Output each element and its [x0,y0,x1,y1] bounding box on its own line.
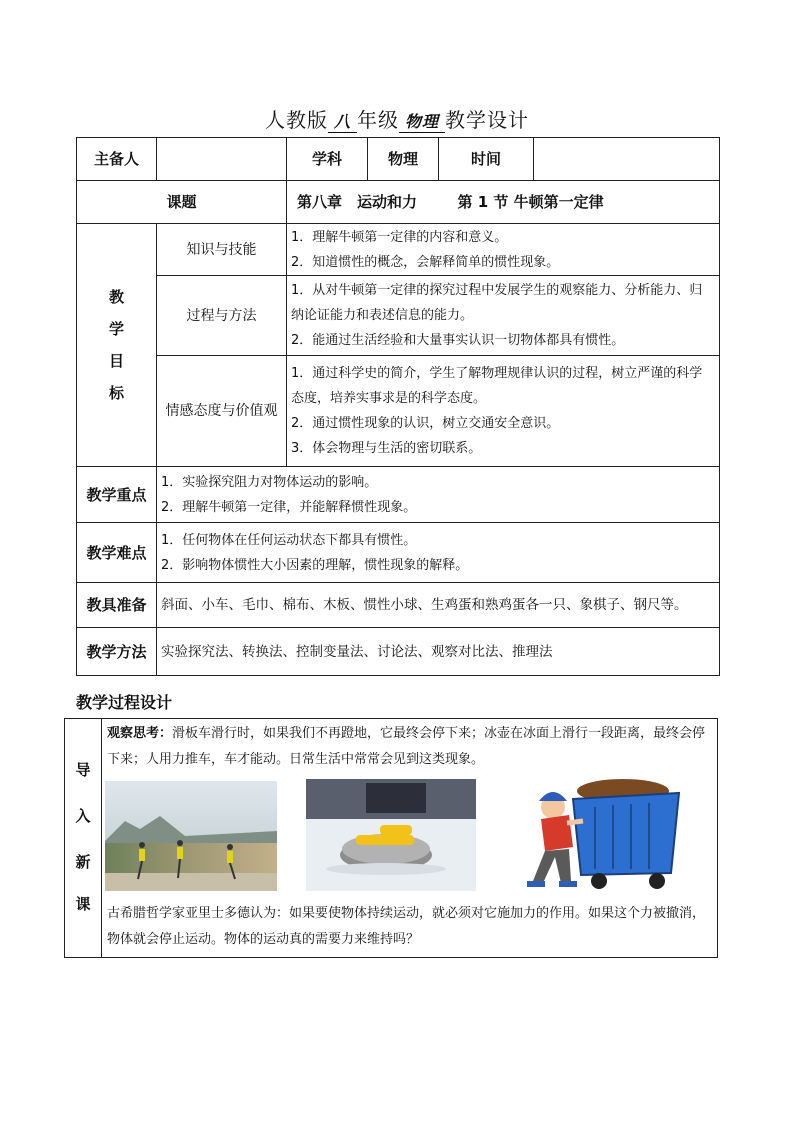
key-points-items: 1．实验探究阻力对物体运动的影响。 2．理解牛顿第一定律，并能解释惯性现象。 [157,467,720,523]
difficulties-items: 1．任何物体在任何运动状态下都具有惯性。 2．影响物体惯性大小因素的理解，惯性现象的解释。 [157,523,720,583]
grade-blank: 八 [328,109,357,133]
objective-items: 1．理解牛顿第一定律的内容和意义。 2．知道惯性的概念，会解释简单的惯性现象。 [287,224,720,276]
methods-label: 教学方法 [77,628,157,676]
objective-items: 1．通过科学史的简介，学生了解物理规律认识的过程，树立严谨的科学态度，培养实事求是的科学态度。 2．通过惯性现象的认识，树立交通安全意识。 3．体会物理与生活的密切联系。 [287,356,720,467]
objective-category: 知识与技能 [157,224,287,276]
objective-category: 过程与方法 [157,276,287,356]
aristotle-paragraph: 古希腊哲学家亚里士多德认为：如果要使物体持续运动，就必须对它施加力的作用。如果这个力被撤消，物体就会停止运动。物体的运动真的需要力来维持吗？ [107,906,706,947]
curling-stone-photo [306,779,476,891]
scooter-photo [105,781,277,891]
objective-items: 1．从对牛顿第一定律的探究过程中发展学生的观察能力、分析能力、归纳论证能力和表述信息的能力。 2．能通过生活经验和大量事实认识一切物体都具有惯性。 [287,276,720,356]
subject-label: 学科 [287,138,368,181]
key-points-label: 教学重点 [77,467,157,523]
lesson-plan-table [76,137,720,676]
time-value [534,138,720,181]
materials-text: 斜面、小车、毛巾、棉布、木板、惯性小球、生鸡蛋和熟鸡蛋各一只、象棋子、钢尺等。 [157,583,720,628]
intro-process-box [64,718,718,958]
topic-label: 课题 [77,181,287,224]
topic-value [287,181,720,224]
materials-label: 教具准备 [77,583,157,628]
difficulties-label: 教学难点 [77,523,157,583]
topic-section: 第 1 节 牛顿第一定律 [457,193,604,211]
process-section-title: 教学过程设计 [76,693,173,712]
intro-label: 导 入 新 课 [65,719,102,957]
observe-paragraph: 观察思考：滑板车滑行时，如果我们不再蹬地，它最终会停下来；冰壶在冰面上滑行一段距离，最终会停下来；人用力推车，车才能动。日常生活中常常会见到这类现象。 [107,726,706,767]
topic-chapter: 第八章 运动和力 [297,193,418,211]
objectives-label: 教 学 目 标 [77,224,157,467]
preparer-value [157,138,287,181]
subject-value: 物理 [368,138,439,181]
cart-pushing-cartoon [503,777,683,893]
preparer-label: 主备人 [77,138,157,181]
subject-blank: 物理 [399,109,445,133]
observe-label: 观察思考： [107,726,173,741]
methods-text: 实验探究法、转换法、控制变量法、讨论法、观察对比法、推理法 [157,628,720,676]
objective-category: 情感态度与价值观 [157,356,287,467]
page-title: 人教版 八 年级 物理 教学设计 [264,108,530,132]
time-label: 时间 [439,138,534,181]
